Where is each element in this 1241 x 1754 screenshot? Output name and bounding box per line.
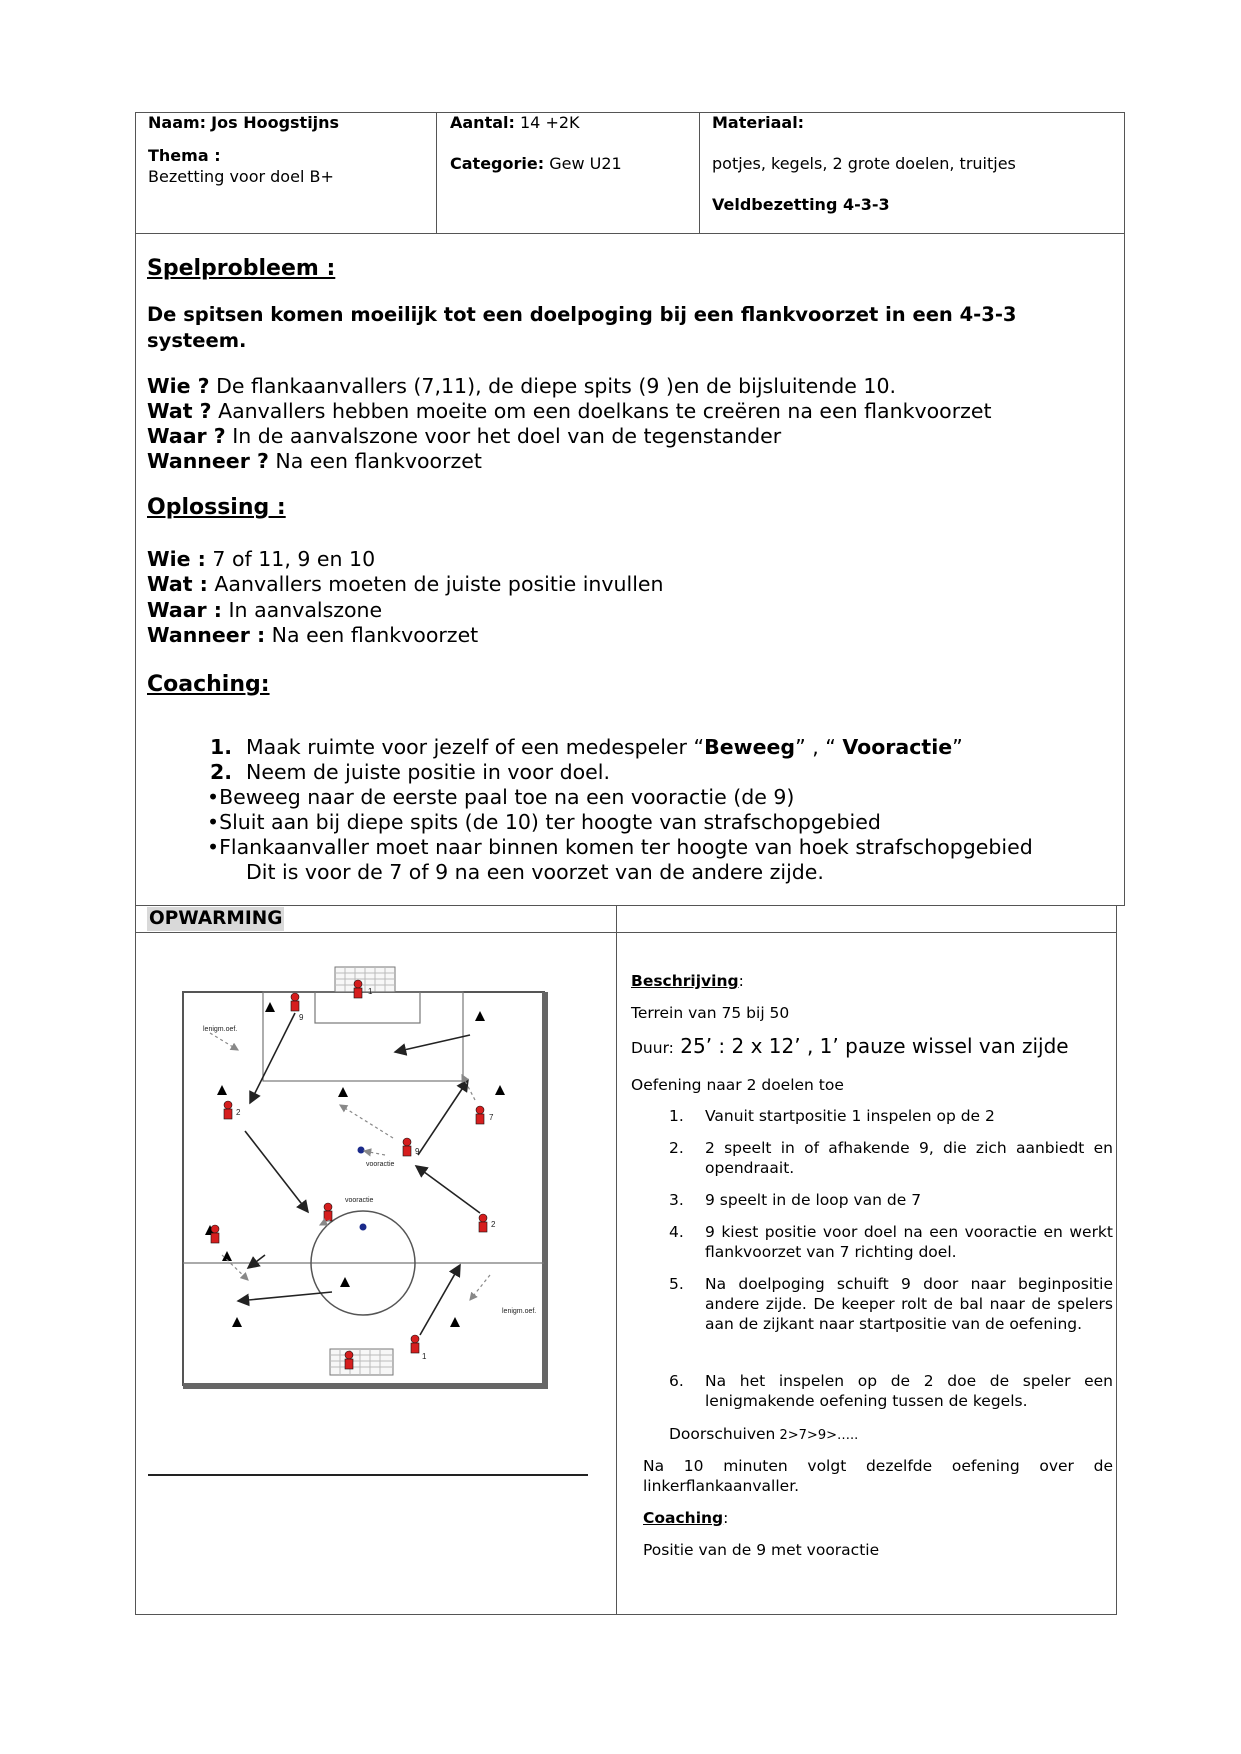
player-label-2-left: 2 [236, 1108, 241, 1117]
duur-text: Duur: 25’ : 2 x 12’ , 1’ pauze wissel van zijde [631, 1034, 1069, 1058]
opwarming-title: OPWARMING [149, 908, 283, 929]
step-2: 2. 2 speelt in of afhakende 9, die zich aanbiedt en opendraait. [669, 1139, 1113, 1177]
lenigm-label-right: lenigm.oef. [502, 1308, 537, 1315]
oplossing-wat: Wat : Aanvallers moeten de juiste positie invullen [147, 572, 664, 596]
oplossing-wanneer: Wanneer : Na een flankvoorzet [147, 623, 479, 647]
categorie-field [450, 154, 622, 174]
aantal-field [450, 113, 580, 133]
oplossing-wie: Wie : 7 of 11, 9 en 10 [147, 547, 376, 571]
coaching-bullet-1: •Beweeg naar de eerste paal toe na een vooractie (de 9) [207, 785, 795, 809]
na-10-minuten-text: Na 10 minuten volgt dezelfde oefening over de linkerflankaanvaller. [643, 1457, 1113, 1495]
player-label-7: 7 [489, 1113, 494, 1122]
spelprobleem-title: Spelprobleem : [147, 256, 336, 281]
vooractie-label-circle: vooractie [345, 1197, 374, 1204]
beschrijving-heading: Beschrijving: [631, 972, 744, 990]
spelprobleem-waar: Waar ? In de aanvalszone voor het doel van de tegenstander [147, 424, 782, 448]
player-label-1-bottom: 1 [422, 1352, 427, 1361]
categorie-value: Gew U21 [549, 154, 622, 173]
spelprobleem-wanneer: Wanneer ? Na een flankvoorzet [147, 449, 482, 473]
coaching-title: Coaching: [147, 672, 270, 697]
signature-line [148, 1474, 588, 1476]
oefening-text: Oefening naar 2 doelen toe [631, 1076, 844, 1094]
step-1: 1. Vanuit startpositie 1 inspelen op de 2 [669, 1107, 995, 1125]
coaching-item-1-text: Maak ruimte voor jezelf of een medespeler “Beweeg” , “ Vooractie” [246, 735, 963, 759]
aantal-value: 14 +2K [520, 113, 580, 132]
terrein-text: Terrein van 75 bij 50 [631, 1004, 790, 1022]
coaching-text-right: Positie van de 9 met vooractie [643, 1541, 880, 1559]
player-label-1-top: 1 [368, 987, 373, 996]
spelprobleem-wat: Wat ? Aanvallers hebben moeite om een doelkans te creëren na een flankvoorzet [147, 399, 992, 423]
coaching-item-2: 2. [210, 760, 233, 784]
naam-field [148, 113, 339, 133]
step-4: 4. 9 kiest positie voor doel na een vooractie en werkt flankvoorzet van 7 richting doel. [669, 1223, 1113, 1261]
materiaal-value: potjes, kegels, 2 grote doelen, truitjes [712, 154, 1016, 173]
goal-bottom [330, 1349, 393, 1375]
field-diagram [150, 955, 570, 1400]
thema-value: Bezetting voor doel B+ [148, 167, 334, 186]
player-label-9-top: 9 [299, 1013, 304, 1022]
naam-value: Jos Hoogstijns [211, 113, 340, 132]
step-5: 5. Na doelpoging schuift 9 door naar beginpositie andere zijde. De keeper rolt de bal naar de spelers aan de zijkant naar startpositie van de oefening. [669, 1275, 1113, 1333]
pitch-shadow-bottom [183, 1383, 544, 1389]
veldbezetting-label: Veldbezetting 4-3-3 [712, 195, 890, 214]
vooractie-label-mid: vooractie [366, 1161, 395, 1168]
step-6: 6. Na het inspelen op de 2 doe de speler een lenigmakende oefening tussen de kegels. [669, 1372, 1113, 1410]
lenigm-label-left: lenigm.oef. [203, 1026, 238, 1033]
coaching-last-line: Dit is voor de 7 of 9 na een voorzet van de andere zijde. [246, 860, 824, 884]
step-3: 3. 9 speelt in de loop van de 7 [669, 1191, 922, 1209]
doorschuiven-text: Doorschuiven 2>7>9>….. [669, 1425, 859, 1443]
coaching-bullet-3: •Flankaanvaller moet naar binnen komen ter hoogte van hoek strafschopgebied [207, 835, 1033, 859]
oplossing-waar: Waar : In aanvalszone [147, 598, 383, 622]
coaching-heading-right: Coaching: [643, 1509, 729, 1527]
aantal-label: Aantal: [450, 113, 515, 132]
materiaal-label: Materiaal: [712, 113, 805, 132]
categorie-label: Categorie: [450, 154, 545, 173]
pitch-shadow-right [542, 992, 548, 1389]
ball-mid [358, 1147, 365, 1154]
player-label-2-right: 2 [491, 1220, 496, 1229]
naam-label: Naam: [148, 113, 207, 132]
spelprobleem-wie: Wie ? De flankaanvallers (7,11), de diepe spits (9 )en de bijsluitende 10. [147, 374, 896, 398]
player-label-9: 9 [415, 1147, 420, 1156]
coaching-bullet-2: •Sluit aan bij diepe spits (de 10) ter hoogte van strafschopgebied [207, 810, 881, 834]
coaching-item-1: 1. [210, 735, 233, 759]
coaching-item-2-text: Neem de juiste positie in voor doel. [246, 760, 610, 784]
ball-circle [360, 1224, 367, 1231]
oplossing-title: Oplossing : [147, 495, 286, 520]
spelprobleem-statement: De spitsen komen moeilijk tot een doelpoging bij een flankvoorzet in een 4-3-3 systeem. [147, 303, 1017, 352]
thema-label: Thema : [148, 146, 221, 165]
